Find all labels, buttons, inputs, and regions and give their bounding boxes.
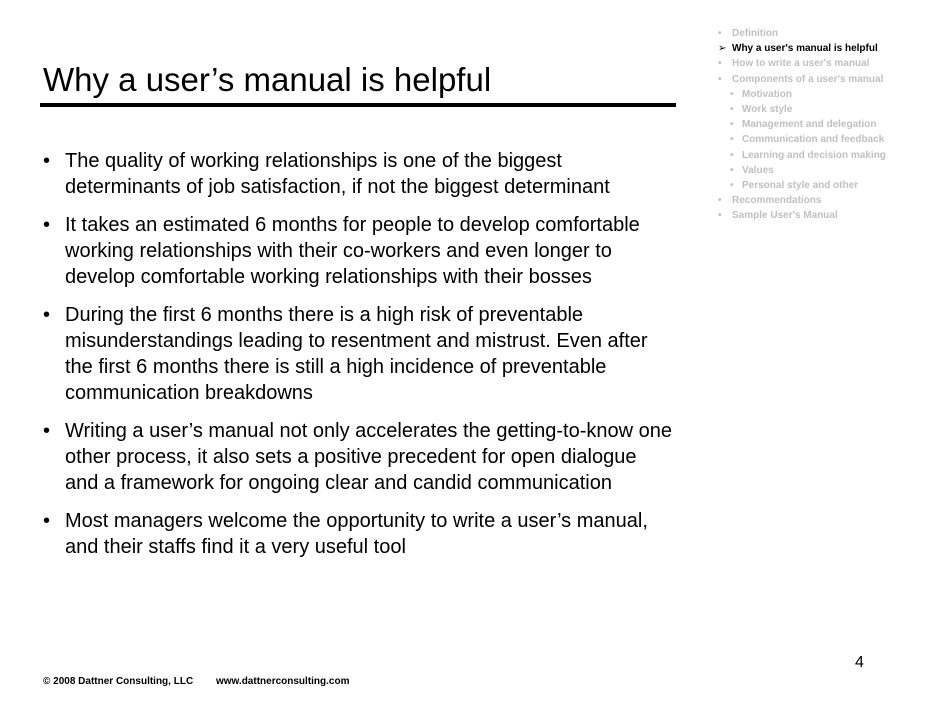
arrow-bullet-icon: ➢: [718, 43, 727, 55]
nav-subitem-work-style[interactable]: [730, 102, 933, 117]
bullet-list: [43, 148, 673, 572]
nav-subitem-personal-style[interactable]: [730, 178, 933, 193]
nav-item-label: Communication and feedback: [742, 134, 885, 146]
nav-bullet-icon: •: [730, 104, 734, 116]
nav-item-definition[interactable]: [718, 26, 933, 41]
nav-item-label: Why a user's manual is helpful: [732, 43, 878, 55]
nav-bullet-icon: •: [730, 119, 734, 131]
nav-bullet-icon: •: [730, 164, 734, 176]
nav-item-label: Learning and decision making: [742, 149, 886, 161]
bullet-marker: •: [43, 420, 51, 442]
bullet-marker: •: [43, 304, 51, 326]
nav-subitem-communication[interactable]: [730, 132, 933, 147]
footer: [43, 676, 349, 687]
nav-item-label: Definition: [732, 28, 779, 39]
page-number: 4: [855, 654, 864, 671]
bullet-text: It takes an estimated 6 months for people to develop comfortable working relationships with their co-workers and even longer to develop comfortable working relationships with their bosses: [65, 214, 640, 288]
bullet-item: [43, 212, 673, 290]
slide-title: Why a user’s manual is helpful: [43, 61, 492, 98]
nav-bullet-icon: •: [718, 73, 722, 85]
bullet-marker: •: [43, 510, 51, 532]
nav-item-recommendations[interactable]: [718, 193, 933, 208]
nav-item-label: How to write a user's manual: [732, 58, 870, 70]
bullet-item: [43, 508, 673, 560]
nav-subitem-management[interactable]: [730, 117, 933, 132]
nav-subitem-values[interactable]: [730, 163, 933, 178]
nav-item-how-to-write[interactable]: [718, 56, 933, 71]
bullet-text: During the first 6 months there is a high risk of preventable misunderstandings leading to resentment and mistrust. Even after the first 6 months there is still a high incidence of preventable communication breakdowns: [65, 304, 648, 404]
nav-item-label: Management and delegation: [742, 119, 877, 131]
nav-bullet-icon: •: [718, 58, 722, 70]
nav-bullet-icon: •: [718, 210, 722, 222]
nav-item-label: Work style: [742, 104, 793, 116]
nav-bullet-icon: •: [730, 134, 734, 146]
nav-item-label: Sample User's Manual: [732, 210, 838, 222]
bullet-text: The quality of working relationships is one of the biggest determinants of job satisfaction, if not the biggest determinant: [65, 150, 610, 198]
nav-bullet-icon: •: [718, 28, 722, 39]
nav-bullet-icon: •: [718, 195, 722, 207]
nav-item-why-helpful[interactable]: [718, 41, 933, 56]
bullet-text: Writing a user’s manual not only accelerates the getting-to-know one other process, it also sets a positive precedent for open dialogue and a framework for ongoing clear and candid communication: [65, 420, 673, 494]
nav-item-label: Components of a user's manual: [732, 73, 884, 85]
copyright-text: © 2008 Dattner Consulting, LLC: [43, 676, 194, 687]
nav-item-label: Personal style and other: [742, 180, 859, 192]
nav-subitem-motivation[interactable]: [730, 87, 933, 102]
website-link[interactable]: www.dattnerconsulting.com: [215, 676, 350, 687]
bullet-item: [43, 302, 673, 406]
nav-bullet-icon: •: [730, 88, 734, 100]
bullet-marker: •: [43, 150, 51, 172]
nav-item-label: Motivation: [742, 88, 792, 100]
nav-subitem-learning[interactable]: [730, 148, 933, 163]
title-underline: [40, 103, 676, 107]
bullet-text: Most managers welcome the opportunity to write a user’s manual, and their staffs find it a very useful tool: [65, 510, 648, 558]
bullet-item: [43, 148, 673, 200]
nav-bullet-icon: •: [730, 180, 734, 192]
bullet-marker: •: [43, 214, 51, 236]
nav-item-sample-manual[interactable]: [718, 208, 933, 223]
nav-bullet-icon: •: [730, 149, 734, 161]
bullet-item: [43, 418, 673, 496]
agenda-nav: [718, 26, 933, 224]
nav-item-label: Recommendations: [732, 195, 822, 207]
nav-item-label: Values: [742, 164, 774, 176]
nav-item-components[interactable]: [718, 72, 933, 87]
